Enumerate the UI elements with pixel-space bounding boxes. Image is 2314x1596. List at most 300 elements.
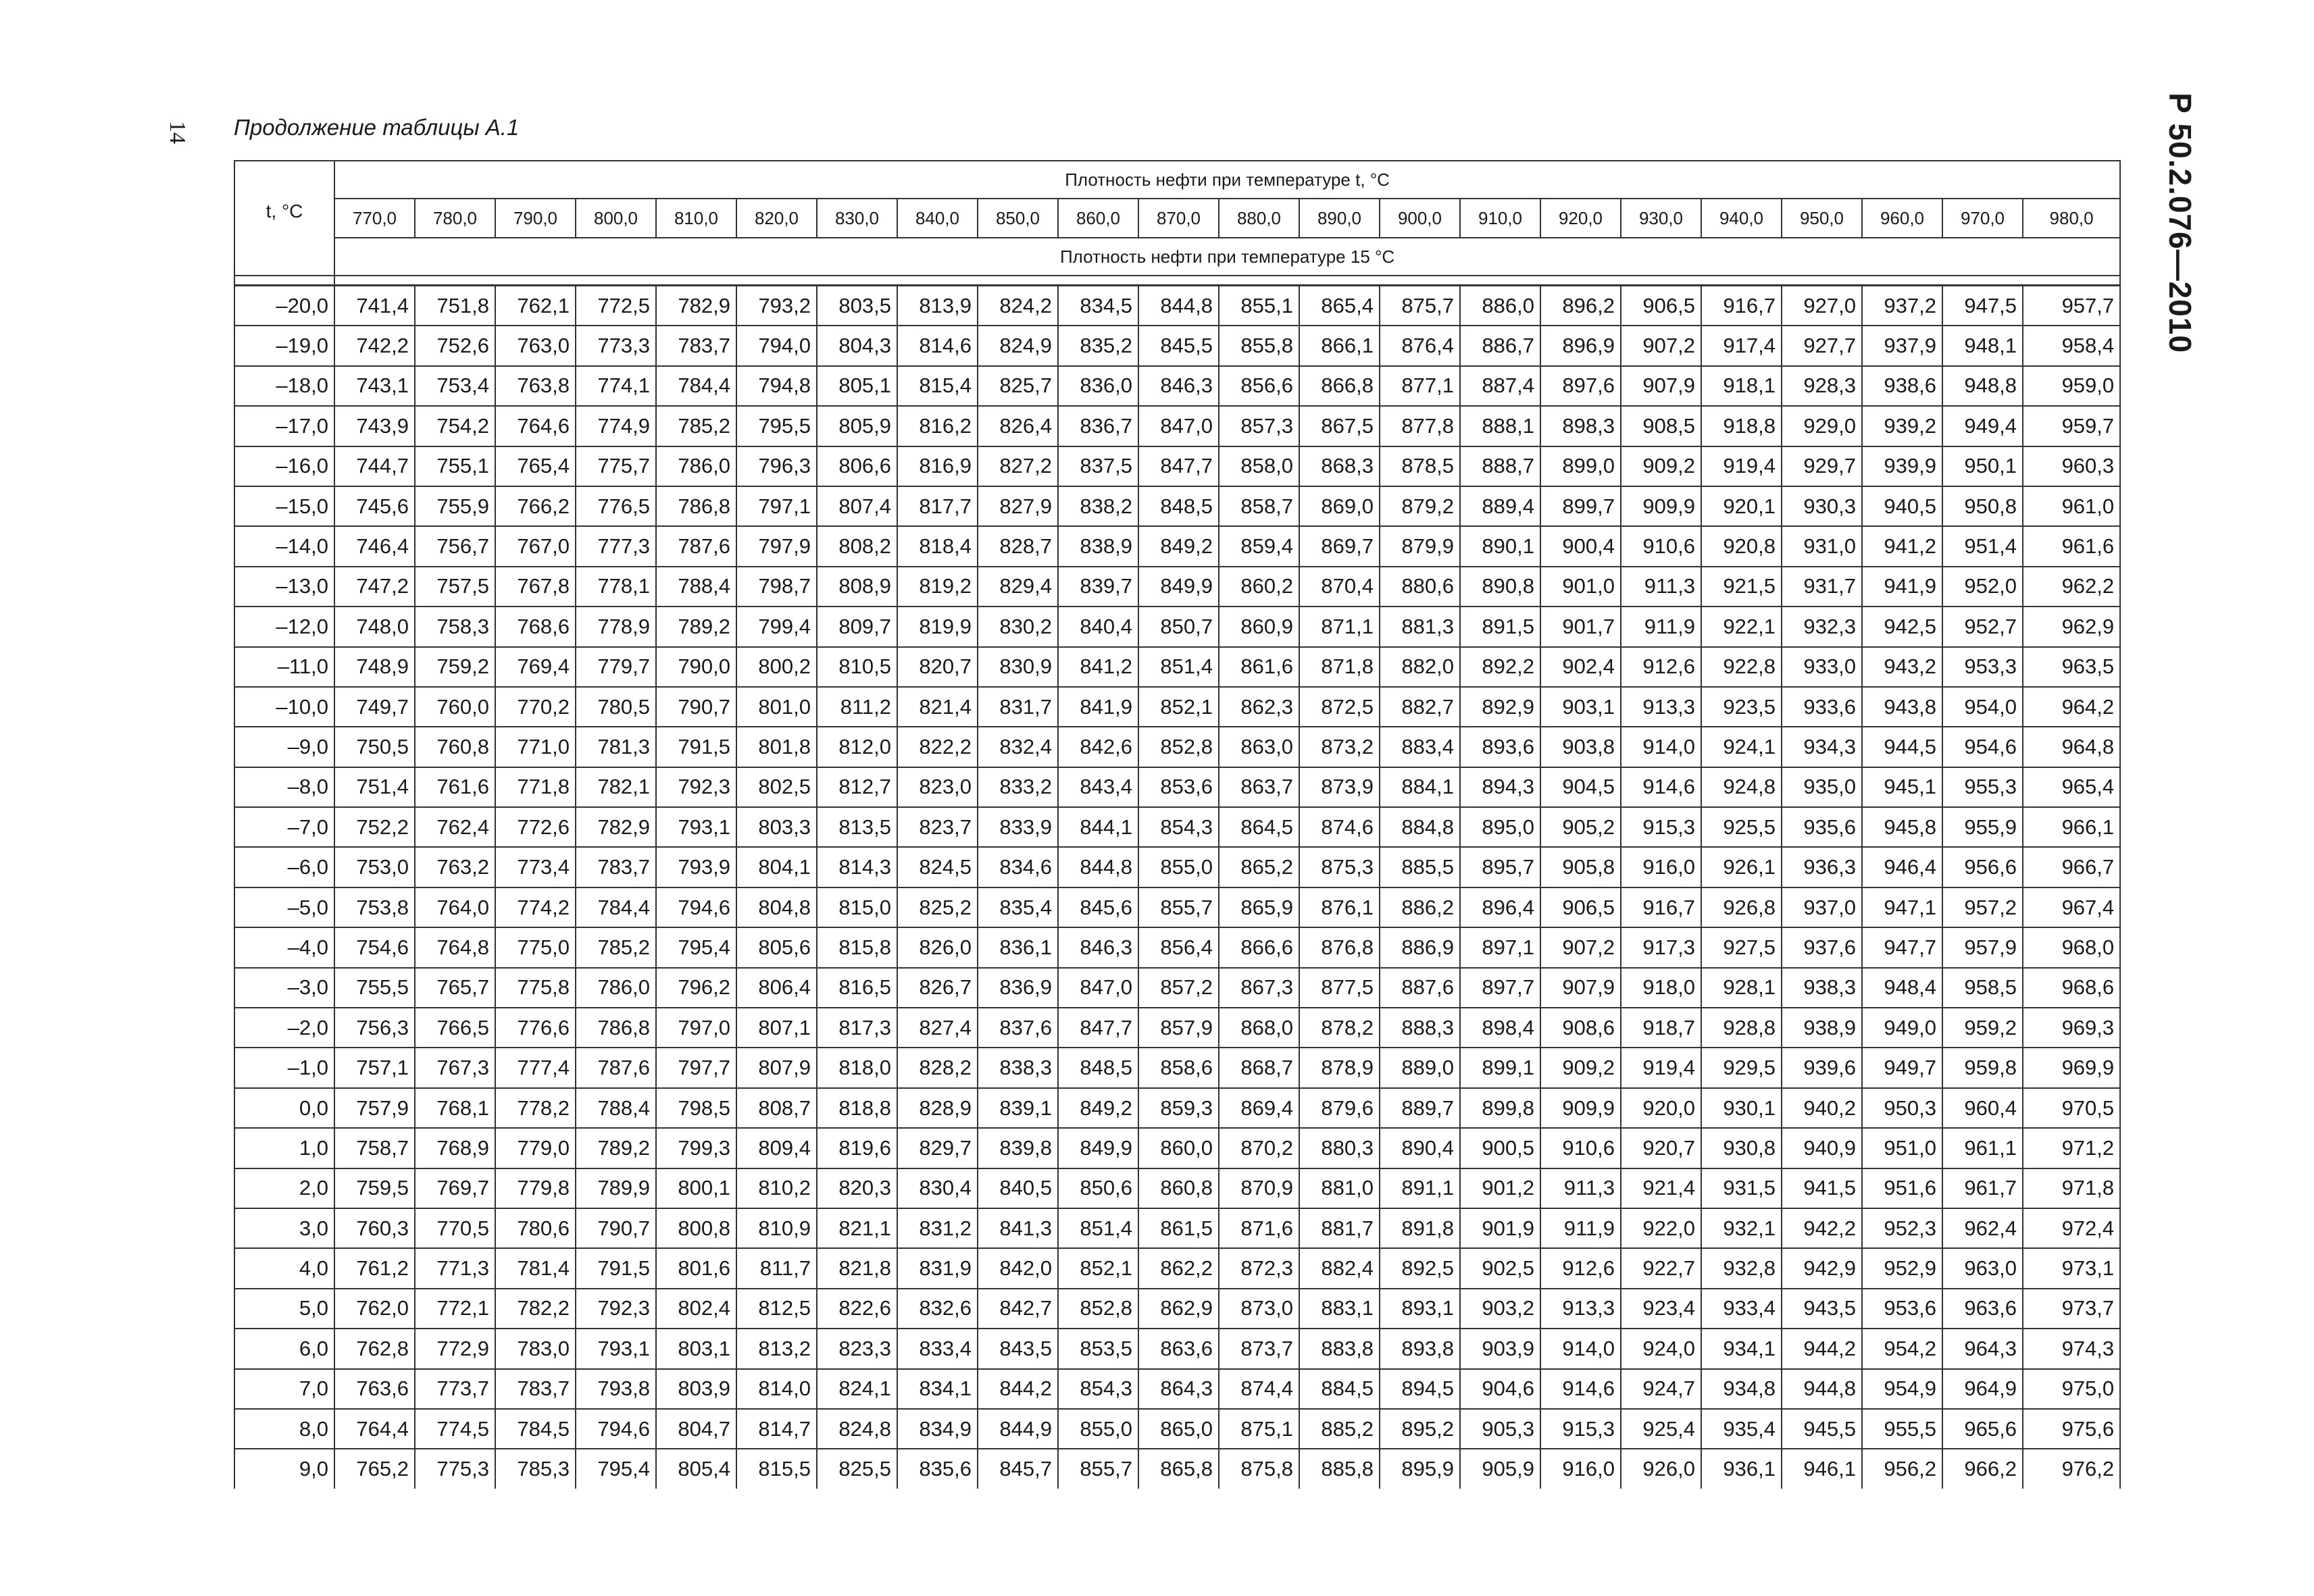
density-cell: 881,3 — [1380, 607, 1460, 646]
density-column-header: 820,0 — [736, 199, 817, 238]
temperature-cell: –10,0 — [234, 687, 334, 727]
density-cell: 962,4 — [1942, 1208, 2023, 1248]
table-row — [234, 927, 2120, 967]
density-cell: 821,8 — [817, 1248, 897, 1288]
density-cell: 942,9 — [1782, 1248, 1862, 1288]
density-column-header: 910,0 — [1460, 199, 1540, 238]
density-cell: 957,9 — [1942, 927, 2023, 967]
density-cell: 755,9 — [415, 486, 495, 526]
density-cell: 786,8 — [576, 1008, 656, 1048]
density-cell: 811,2 — [817, 687, 897, 727]
density-cell: 953,3 — [1942, 647, 2023, 687]
density-cell: 767,0 — [495, 526, 576, 566]
density-cell: 863,0 — [1219, 727, 1299, 767]
table-row — [234, 1409, 2120, 1449]
density-cell: 950,1 — [1942, 446, 2023, 486]
density-cell: 784,5 — [495, 1409, 576, 1449]
density-cell: 926,8 — [1701, 887, 1782, 927]
density-cell: 811,7 — [736, 1248, 817, 1288]
density-cell: 901,7 — [1540, 607, 1621, 646]
density-column-header: 830,0 — [817, 199, 897, 238]
density-cell: 776,5 — [576, 486, 656, 526]
density-cell: 974,3 — [2023, 1329, 2120, 1368]
density-cell: 871,1 — [1299, 607, 1380, 646]
density-cell: 849,9 — [1058, 1128, 1138, 1168]
density-cell: 962,2 — [2023, 567, 2120, 607]
density-cell: 871,6 — [1219, 1208, 1299, 1248]
density-cell: 823,3 — [817, 1329, 897, 1368]
density-cell: 844,9 — [978, 1409, 1058, 1449]
density-cell: 791,5 — [576, 1248, 656, 1288]
density-cell: 941,9 — [1862, 567, 1942, 607]
density-column-header: 840,0 — [897, 199, 978, 238]
density-cell: 892,2 — [1460, 647, 1540, 687]
density-cell: 809,7 — [817, 607, 897, 646]
density-cell: 919,4 — [1701, 446, 1782, 486]
density-cell: 858,7 — [1219, 486, 1299, 526]
density-cell: 926,0 — [1621, 1449, 1701, 1488]
temperature-cell: –18,0 — [234, 366, 334, 406]
density-cell: 827,9 — [978, 486, 1058, 526]
density-cell: 876,8 — [1299, 927, 1380, 967]
density-cell: 817,3 — [817, 1008, 897, 1048]
density-cell: 915,3 — [1540, 1409, 1621, 1449]
density-cell: 875,7 — [1380, 286, 1460, 326]
density-column-header: 810,0 — [656, 199, 736, 238]
density-cell: 785,3 — [495, 1449, 576, 1488]
density-cell: 772,5 — [576, 286, 656, 326]
density-cell: 888,3 — [1380, 1008, 1460, 1048]
density-cell: 816,9 — [897, 446, 978, 486]
density-cell: 833,4 — [897, 1329, 978, 1368]
density-cell: 971,8 — [2023, 1168, 2120, 1208]
density-cell: 959,0 — [2023, 366, 2120, 406]
temperature-cell: –19,0 — [234, 326, 334, 365]
density-cell: 934,1 — [1701, 1329, 1782, 1368]
density-cell: 914,6 — [1621, 767, 1701, 807]
density-cell: 971,2 — [2023, 1128, 2120, 1168]
density-cell: 964,2 — [2023, 687, 2120, 727]
density-cell: 949,7 — [1862, 1048, 1942, 1087]
density-cell: 893,6 — [1460, 727, 1540, 767]
table-row — [234, 687, 2120, 727]
density-cell: 777,4 — [495, 1048, 576, 1087]
density-cell: 788,4 — [656, 567, 736, 607]
density-cell: 774,2 — [495, 887, 576, 927]
density-cell: 764,8 — [415, 927, 495, 967]
density-cell: 868,7 — [1219, 1048, 1299, 1087]
density-cell: 835,6 — [897, 1449, 978, 1488]
density-cell: 948,8 — [1942, 366, 2023, 406]
density-cell: 891,8 — [1380, 1208, 1460, 1248]
density-cell: 855,0 — [1058, 1409, 1138, 1449]
density-cell: 807,4 — [817, 486, 897, 526]
density-cell: 866,1 — [1299, 326, 1380, 365]
density-cell: 760,0 — [415, 687, 495, 727]
density-cell: 875,8 — [1219, 1449, 1299, 1488]
density-cell: 851,4 — [1138, 647, 1219, 687]
temperature-cell: –20,0 — [234, 286, 334, 326]
density-cell: 861,6 — [1219, 647, 1299, 687]
density-cell: 795,4 — [656, 927, 736, 967]
density-cell: 742,2 — [334, 326, 415, 365]
density-cell: 828,2 — [897, 1048, 978, 1087]
density-cell: 922,1 — [1701, 607, 1782, 646]
density-column-header: 780,0 — [415, 199, 495, 238]
density-cell: 857,2 — [1138, 968, 1219, 1008]
density-cell: 805,9 — [817, 406, 897, 446]
density-cell: 847,7 — [1058, 1008, 1138, 1048]
density-cell: 778,1 — [576, 567, 656, 607]
density-cell: 798,5 — [656, 1088, 736, 1128]
density-cell: 808,2 — [817, 526, 897, 566]
density-cell: 939,2 — [1862, 406, 1942, 446]
density-cell: 949,4 — [1942, 406, 2023, 446]
density-column-header: 850,0 — [978, 199, 1058, 238]
density-cell: 929,7 — [1782, 446, 1862, 486]
density-cell: 931,7 — [1782, 567, 1862, 607]
density-cell: 747,2 — [334, 567, 415, 607]
table-row — [234, 1008, 2120, 1048]
density-cell: 869,7 — [1299, 526, 1380, 566]
density-cell: 822,2 — [897, 727, 978, 767]
density-cell: 964,8 — [2023, 727, 2120, 767]
density-cell: 847,7 — [1138, 446, 1219, 486]
density-cell: 937,0 — [1782, 887, 1862, 927]
temperature-cell: –11,0 — [234, 647, 334, 687]
density-cell: 904,6 — [1460, 1369, 1540, 1409]
density-cell: 807,9 — [736, 1048, 817, 1087]
density-cell: 796,3 — [736, 446, 817, 486]
density-cell: 858,6 — [1138, 1048, 1219, 1087]
density-cell: 834,5 — [1058, 286, 1138, 326]
density-cell: 918,7 — [1621, 1008, 1701, 1048]
density-cell: 877,8 — [1380, 406, 1460, 446]
spacer-cell — [334, 276, 2120, 286]
density-cell: 897,6 — [1540, 366, 1621, 406]
density-cell: 966,1 — [2023, 807, 2120, 847]
density-column-header: 950,0 — [1782, 199, 1862, 238]
density-cell: 909,9 — [1621, 486, 1701, 526]
density-cell: 940,2 — [1782, 1088, 1862, 1128]
density-cell: 843,4 — [1058, 767, 1138, 807]
density-cell: 760,3 — [334, 1208, 415, 1248]
density-cell: 905,9 — [1460, 1449, 1540, 1488]
density-cell: 833,9 — [978, 807, 1058, 847]
density-cell: 933,0 — [1782, 647, 1862, 687]
density-cell: 837,5 — [1058, 446, 1138, 486]
density-cell: 772,6 — [495, 807, 576, 847]
density-cell: 795,5 — [736, 406, 817, 446]
density-cell: 959,2 — [1942, 1008, 2023, 1048]
density-column-header: 960,0 — [1862, 199, 1942, 238]
density-cell: 761,2 — [334, 1248, 415, 1288]
density-cell: 820,7 — [897, 647, 978, 687]
density-cell: 893,1 — [1380, 1289, 1460, 1329]
density-cell: 975,0 — [2023, 1369, 2120, 1409]
density-cell: 779,0 — [495, 1128, 576, 1168]
density-cell: 952,0 — [1942, 567, 2023, 607]
density-cell: 948,4 — [1862, 968, 1942, 1008]
density-cell: 771,3 — [415, 1248, 495, 1288]
density-cell: 804,3 — [817, 326, 897, 365]
density-cell: 783,0 — [495, 1329, 576, 1368]
density-cell: 970,5 — [2023, 1088, 2120, 1128]
density-cell: 947,5 — [1942, 286, 2023, 326]
density-cell: 773,7 — [415, 1369, 495, 1409]
density-cell: 808,7 — [736, 1088, 817, 1128]
density-cell: 863,6 — [1138, 1329, 1219, 1368]
density-cell: 815,4 — [897, 366, 978, 406]
density-cell: 896,9 — [1540, 326, 1621, 365]
density-cell: 933,4 — [1701, 1289, 1782, 1329]
density-column-header: 890,0 — [1299, 199, 1380, 238]
density-cell: 836,1 — [978, 927, 1058, 967]
density-cell: 786,0 — [656, 446, 736, 486]
density-cell: 848,5 — [1058, 1048, 1138, 1087]
density-cell: 785,2 — [656, 406, 736, 446]
density-cell: 968,0 — [2023, 927, 2120, 967]
density-cell: 765,4 — [495, 446, 576, 486]
density-cell: 800,8 — [656, 1208, 736, 1248]
density-cell: 780,6 — [495, 1208, 576, 1248]
density-cell: 771,8 — [495, 767, 576, 807]
density-column-header: 970,0 — [1942, 199, 2023, 238]
density-cell: 955,3 — [1942, 767, 2023, 807]
density-cell: 910,6 — [1621, 526, 1701, 566]
density-cell: 948,1 — [1942, 326, 2023, 365]
density-cell: 745,6 — [334, 486, 415, 526]
density-cell: 954,0 — [1942, 687, 2023, 727]
density-cell: 749,7 — [334, 687, 415, 727]
density-cell: 873,2 — [1299, 727, 1380, 767]
density-cell: 961,0 — [2023, 486, 2120, 526]
density-cell: 909,2 — [1621, 446, 1701, 486]
temperature-cell: 0,0 — [234, 1088, 334, 1128]
density-cell: 757,1 — [334, 1048, 415, 1087]
density-cell: 764,4 — [334, 1409, 415, 1449]
density-cell: 921,4 — [1621, 1168, 1701, 1208]
temperature-cell: –15,0 — [234, 486, 334, 526]
density-cell: 789,2 — [576, 1128, 656, 1168]
density-cell: 961,6 — [2023, 526, 2120, 566]
density-cell: 949,0 — [1862, 1008, 1942, 1048]
density-cell: 909,2 — [1540, 1048, 1621, 1087]
density-cell: 907,2 — [1540, 927, 1621, 967]
density-cell: 961,1 — [1942, 1128, 2023, 1168]
density-cell: 753,4 — [415, 366, 495, 406]
density-cell: 906,5 — [1540, 887, 1621, 927]
density-cell: 963,6 — [1942, 1289, 2023, 1329]
density-cell: 774,9 — [576, 406, 656, 446]
density-cell: 786,0 — [576, 968, 656, 1008]
density-cell: 796,2 — [656, 968, 736, 1008]
table-row — [234, 526, 2120, 566]
temperature-cell: 7,0 — [234, 1369, 334, 1409]
table-row — [234, 406, 2120, 446]
density-cell: 972,4 — [2023, 1208, 2120, 1248]
density-cell: 877,5 — [1299, 968, 1380, 1008]
density-cell: 822,6 — [817, 1289, 897, 1329]
table-body — [234, 286, 2120, 1489]
density-cell: 813,2 — [736, 1329, 817, 1368]
density-cell: 873,9 — [1299, 767, 1380, 807]
density-cell: 803,9 — [656, 1369, 736, 1409]
temperature-cell: –5,0 — [234, 887, 334, 927]
temperature-cell: –1,0 — [234, 1048, 334, 1087]
density-cell: 849,2 — [1138, 526, 1219, 566]
density-cell: 860,0 — [1138, 1128, 1219, 1168]
density-cell: 842,6 — [1058, 727, 1138, 767]
density-cell: 766,2 — [495, 486, 576, 526]
density-cell: 853,6 — [1138, 767, 1219, 807]
density-cell: 887,4 — [1460, 366, 1540, 406]
density-cell: 955,5 — [1862, 1409, 1942, 1449]
density-cell: 855,8 — [1219, 326, 1299, 365]
density-cell: 815,5 — [736, 1449, 817, 1488]
density-cell: 803,5 — [817, 286, 897, 326]
density-cell: 818,0 — [817, 1048, 897, 1087]
density-cell: 759,5 — [334, 1168, 415, 1208]
density-cell: 912,6 — [1540, 1248, 1621, 1288]
density-cell: 824,2 — [978, 286, 1058, 326]
density-cell: 831,7 — [978, 687, 1058, 727]
density-cell: 879,9 — [1380, 526, 1460, 566]
density-cell: 964,9 — [1942, 1369, 2023, 1409]
temperature-cell: –6,0 — [234, 847, 334, 887]
density-cell: 806,4 — [736, 968, 817, 1008]
density-cell: 894,3 — [1460, 767, 1540, 807]
table-row — [234, 647, 2120, 687]
density-cell: 957,2 — [1942, 887, 2023, 927]
density-cell: 895,2 — [1380, 1409, 1460, 1449]
density-cell: 939,9 — [1862, 446, 1942, 486]
density-cell: 752,2 — [334, 807, 415, 847]
density-cell: 813,9 — [897, 286, 978, 326]
temperature-cell: –9,0 — [234, 727, 334, 767]
density-cell: 842,7 — [978, 1289, 1058, 1329]
density-cell: 779,7 — [576, 647, 656, 687]
density-cell: 801,8 — [736, 727, 817, 767]
density-cell: 901,9 — [1460, 1208, 1540, 1248]
density-cell: 965,6 — [1942, 1409, 2023, 1449]
density-cell: 824,9 — [978, 326, 1058, 365]
temperature-column-header: t, °С — [234, 161, 334, 276]
temperature-cell: 2,0 — [234, 1168, 334, 1208]
density-values-header-row — [234, 199, 2120, 238]
document-code: Р 50.2.076—2010 — [2163, 93, 2198, 353]
density-cell: 834,1 — [897, 1369, 978, 1409]
density-cell: 753,8 — [334, 887, 415, 927]
density-cell: 874,4 — [1219, 1369, 1299, 1409]
temperature-cell: 4,0 — [234, 1248, 334, 1288]
density-cell: 783,7 — [656, 326, 736, 365]
density-cell: 833,2 — [978, 767, 1058, 807]
density-cell: 834,6 — [978, 847, 1058, 887]
table-row — [234, 968, 2120, 1008]
density-cell: 891,1 — [1380, 1168, 1460, 1208]
density-cell: 785,2 — [576, 927, 656, 967]
density-cell: 968,6 — [2023, 968, 2120, 1008]
density-cell: 943,2 — [1862, 647, 1942, 687]
density-cell: 965,4 — [2023, 767, 2120, 807]
density-cell: 944,8 — [1782, 1369, 1862, 1409]
density-cell: 919,4 — [1621, 1048, 1701, 1087]
density-cell: 924,7 — [1621, 1369, 1701, 1409]
density-cell: 850,6 — [1058, 1168, 1138, 1208]
density-cell: 885,5 — [1380, 847, 1460, 887]
density-cell: 823,7 — [897, 807, 978, 847]
density-cell: 866,6 — [1219, 927, 1299, 967]
density-cell: 887,6 — [1380, 968, 1460, 1008]
density-cell: 886,7 — [1460, 326, 1540, 365]
density-cell: 963,0 — [1942, 1248, 2023, 1288]
density-cell: 810,5 — [817, 647, 897, 687]
density-cell: 845,6 — [1058, 887, 1138, 927]
density-cell: 873,0 — [1219, 1289, 1299, 1329]
density-cell: 909,9 — [1540, 1088, 1621, 1128]
density-cell: 764,0 — [415, 887, 495, 927]
density-cell: 947,7 — [1862, 927, 1942, 967]
density-cell: 812,5 — [736, 1289, 817, 1329]
density-cell: 806,6 — [817, 446, 897, 486]
density-cell: 831,2 — [897, 1208, 978, 1248]
table-row — [234, 1248, 2120, 1288]
density-cell: 884,1 — [1380, 767, 1460, 807]
density-cell: 920,1 — [1701, 486, 1782, 526]
density-cell: 918,0 — [1621, 968, 1701, 1008]
density-cell: 975,6 — [2023, 1409, 2120, 1449]
density-cell: 781,3 — [576, 727, 656, 767]
density-cell: 898,3 — [1540, 406, 1621, 446]
density-cell: 793,1 — [576, 1329, 656, 1368]
density-cell: 878,5 — [1380, 446, 1460, 486]
density-cell: 814,7 — [736, 1409, 817, 1449]
density-cell: 882,7 — [1380, 687, 1460, 727]
density-cell: 788,4 — [576, 1088, 656, 1128]
density-cell: 767,8 — [495, 567, 576, 607]
density-cell: 790,7 — [576, 1208, 656, 1248]
density-cell: 782,1 — [576, 767, 656, 807]
density-cell: 908,5 — [1621, 406, 1701, 446]
density-cell: 937,9 — [1862, 326, 1942, 365]
density-cell: 892,9 — [1460, 687, 1540, 727]
density-cell: 870,2 — [1219, 1128, 1299, 1168]
density-cell: 863,7 — [1219, 767, 1299, 807]
density-cell: 776,6 — [495, 1008, 576, 1048]
density-cell: 841,3 — [978, 1208, 1058, 1248]
density-cell: 815,0 — [817, 887, 897, 927]
density-cell: 969,9 — [2023, 1048, 2120, 1087]
density-cell: 830,9 — [978, 647, 1058, 687]
density-cell: 801,6 — [656, 1248, 736, 1288]
density-cell: 902,5 — [1460, 1248, 1540, 1288]
density-cell: 794,6 — [576, 1409, 656, 1449]
density-cell: 920,0 — [1621, 1088, 1701, 1128]
density-cell: 935,4 — [1701, 1409, 1782, 1449]
density-cell: 864,5 — [1219, 807, 1299, 847]
density-cell: 857,3 — [1219, 406, 1299, 446]
density-cell: 826,7 — [897, 968, 978, 1008]
density-cell: 783,7 — [576, 847, 656, 887]
density-cell: 963,5 — [2023, 647, 2120, 687]
density-cell: 768,6 — [495, 607, 576, 646]
density-cell: 937,6 — [1782, 927, 1862, 967]
table-row — [234, 607, 2120, 646]
density-cell: 954,9 — [1862, 1369, 1942, 1409]
density-column-header: 880,0 — [1219, 199, 1299, 238]
density-cell: 942,5 — [1862, 607, 1942, 646]
